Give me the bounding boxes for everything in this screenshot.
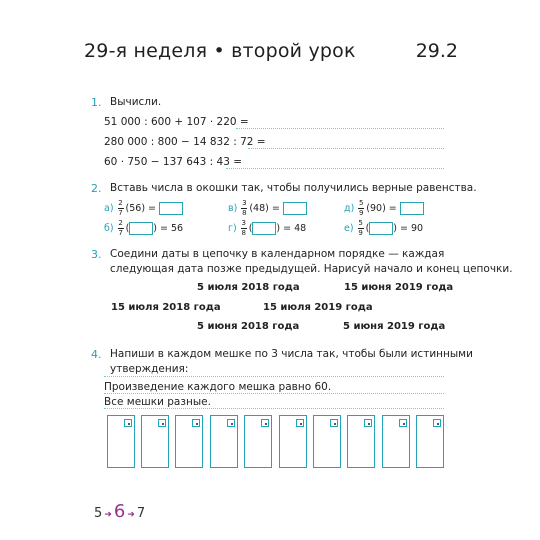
bag-tag-icon [158,419,166,427]
answer-box[interactable] [400,202,424,215]
number-bag[interactable] [347,415,375,468]
bag-tag-icon [124,419,132,427]
bag-tag-icon [433,419,441,427]
task2-number: 2. [91,182,102,195]
task1-expression-3: 60 · 750 − 137 643 : 43 = [104,156,243,168]
fraction: $\frac{2}{7}$ [118,199,123,217]
date-item[interactable]: 5 июня 2019 года [343,321,446,332]
date-item[interactable]: 15 июня 2019 года [344,282,454,293]
bag-tag-icon [296,419,304,427]
arrow-right-icon: ➜ [127,510,135,520]
date-item[interactable]: 15 июля 2018 года [111,302,221,313]
divider [104,408,444,409]
number-bag[interactable] [313,415,341,468]
bag-tag-icon [192,419,200,427]
task1-number: 1. [91,96,102,109]
equation-e: е) $\frac{5}{9}$ ( ) = 90 [344,219,424,237]
number-bag[interactable] [279,415,307,468]
statement-product: Произведение каждого мешка равно 60. [104,381,332,393]
equation-label: е) [344,223,354,234]
answer-line-3[interactable] [226,167,444,169]
number-bag[interactable] [175,415,203,468]
equation-label: в) [228,203,238,214]
fraction: $\frac{3}{8}$ [241,219,246,237]
fraction: $\frac{2}{7}$ [118,219,123,237]
bag-tag-icon [330,419,338,427]
bag-tag-icon [261,419,269,427]
fraction: $\frac{5}{9}$ [358,219,363,237]
number-bag[interactable] [382,415,410,468]
current-page-number: 6 [113,501,126,522]
equation-v: в) $\frac{3}{8}$ (48) = [228,200,307,217]
next-page-number[interactable]: 7 [136,506,146,521]
equation-label: а) [104,203,114,214]
lesson-code: 29.2 [415,40,458,62]
number-bag[interactable] [141,415,169,468]
answer-box[interactable] [159,202,183,215]
answer-box[interactable] [129,222,153,235]
task3-number: 3. [91,248,102,261]
bag-tag-icon [227,419,235,427]
answer-box[interactable] [369,222,393,235]
divider [104,376,444,377]
task1-expression-2: 280 000 : 800 − 14 832 : 72 = [104,136,266,148]
page-title: 29-я неделя • второй урок [84,40,356,62]
answer-line-2[interactable] [248,147,444,149]
fraction: $\frac{5}{9}$ [359,199,364,217]
date-item[interactable]: 5 июля 2018 года [197,282,300,293]
task1-expression-1: 51 000 : 600 + 107 · 220 = [104,116,249,128]
number-bag[interactable] [244,415,272,468]
divider [104,393,444,394]
equation-a: а) $\frac{2}{7}$ (56) = [104,200,183,217]
bag-tag-icon [364,419,372,427]
task3-prompt-line1: Соедини даты в цепочку в календарном порядке — каждая [110,248,445,260]
number-bag[interactable] [107,415,135,468]
equation-b: б) $\frac{2}{7}$ ( ) = 56 [104,219,184,237]
page-navigation [94,501,145,522]
equation-label: б) [104,223,114,234]
task4-prompt-line1: Напиши в каждом мешке по 3 числа так, чтобы были истинными [110,348,473,360]
equation-label: д) [344,203,355,214]
equation-g: г) $\frac{3}{8}$ ( ) = 48 [228,219,307,237]
task3-prompt-line2: следующая дата позже предыдущей. Нарисуй начало и конец цепочки. [110,263,513,275]
arrow-right-icon: ➜ [104,510,112,520]
prev-page-number[interactable]: 5 [94,506,103,521]
fraction: $\frac{3}{8}$ [242,199,247,217]
task4-number: 4. [91,348,102,361]
date-item[interactable]: 15 июля 2019 года [263,302,373,313]
answer-box[interactable] [283,202,307,215]
answer-line-1[interactable] [236,127,444,129]
task4-prompt-line2: утверждения: [110,363,189,375]
number-bag[interactable] [210,415,238,468]
equation-label: г) [228,223,237,234]
answer-box[interactable] [252,222,276,235]
number-bag[interactable] [416,415,444,468]
equation-d: д) $\frac{5}{9}$ (90) = [344,200,424,217]
bag-tag-icon [399,419,407,427]
task2-prompt: Вставь числа в окошки так, чтобы получились верные равенства. [110,182,477,194]
date-item[interactable]: 5 июня 2018 года [197,321,300,332]
statement-distinct: Все мешки разные. [104,396,211,408]
task1-prompt: Вычисли. [110,96,162,108]
